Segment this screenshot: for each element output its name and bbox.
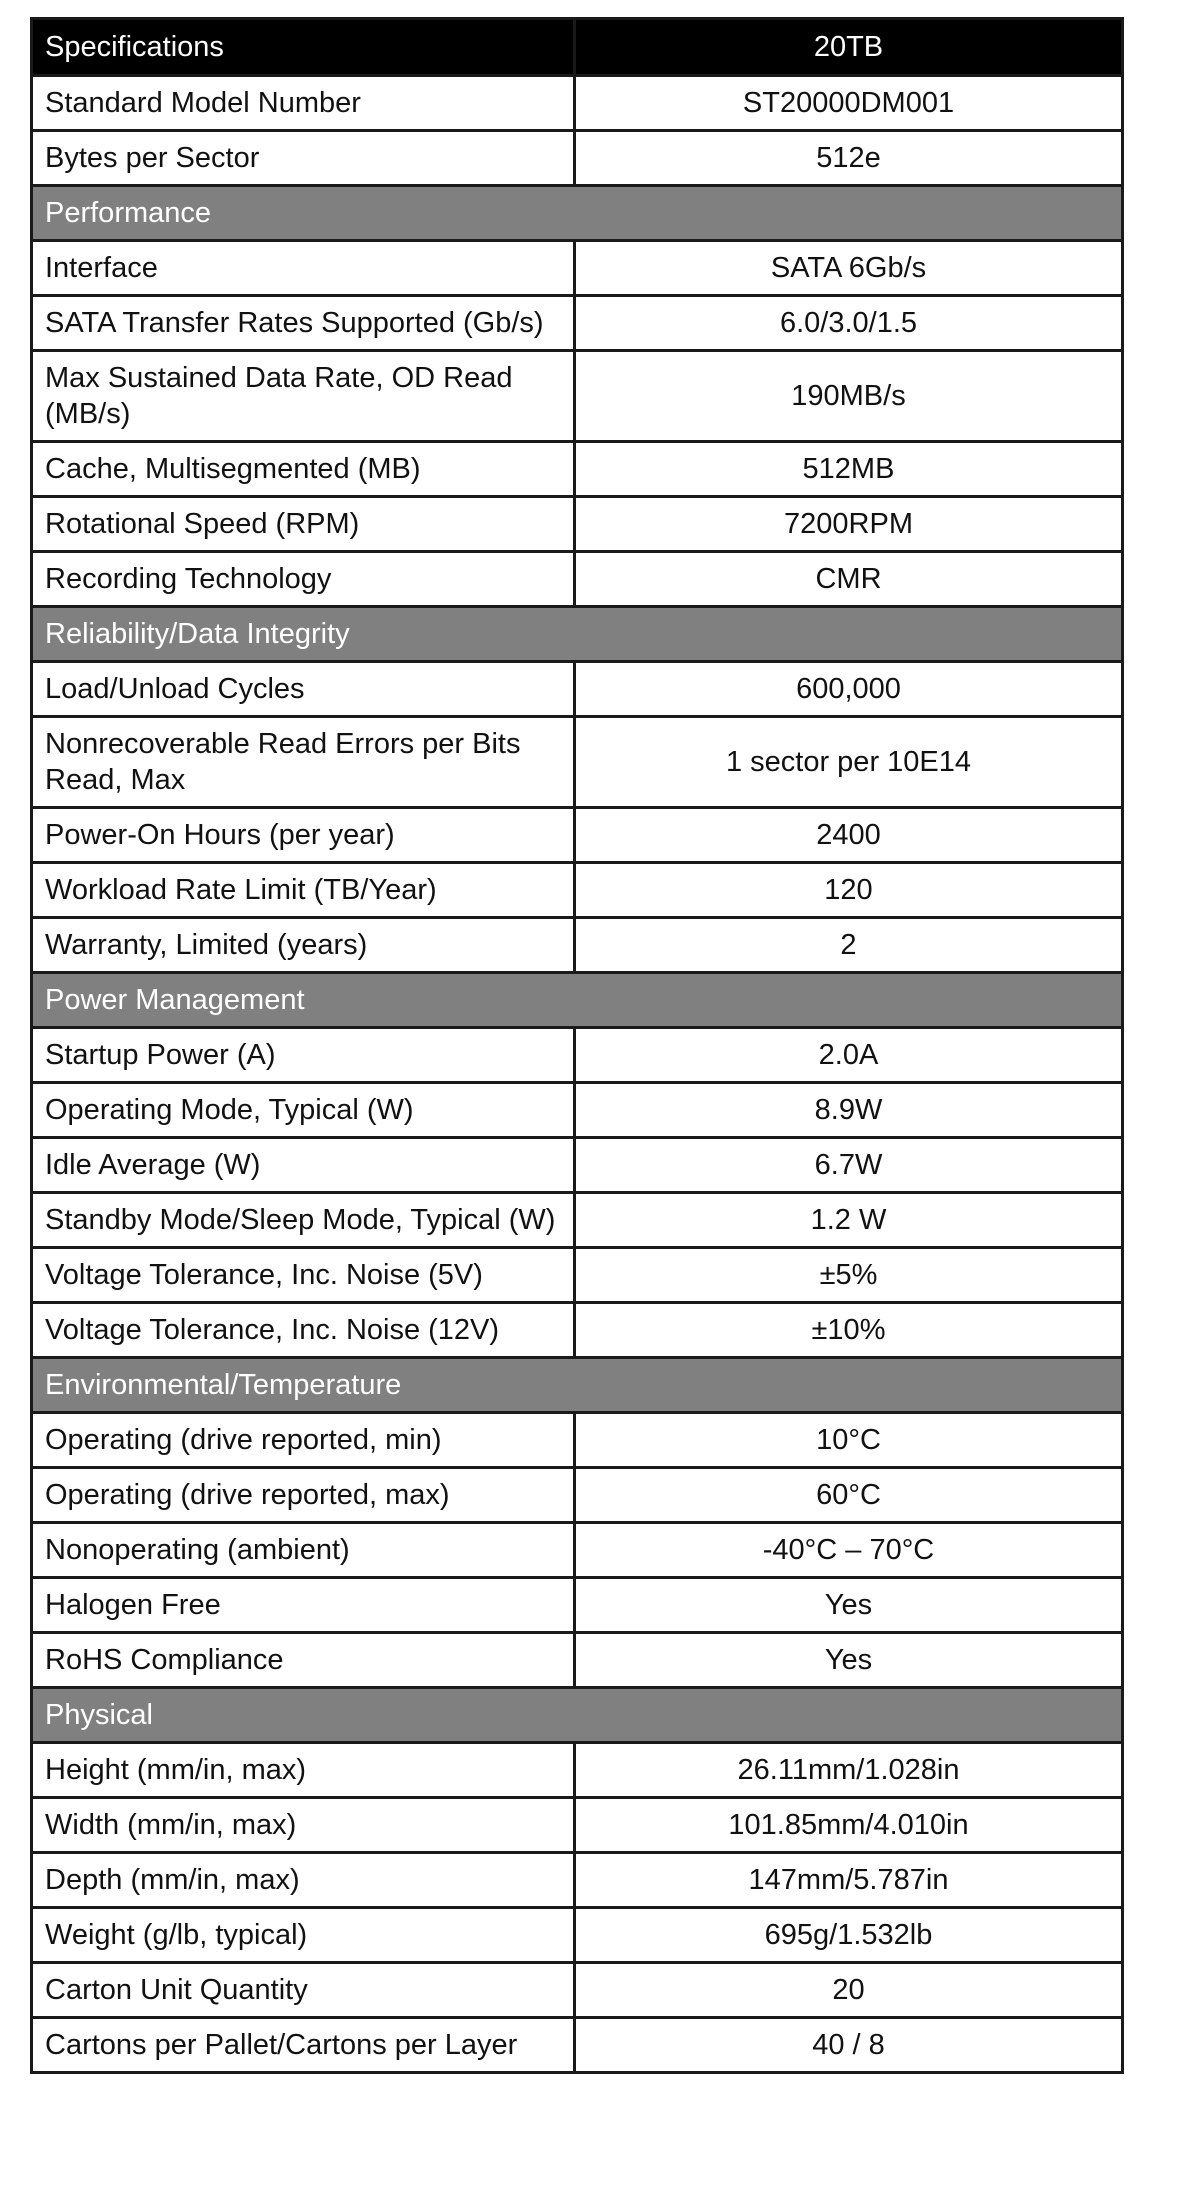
section-title: Physical xyxy=(32,1688,1123,1743)
spec-label: Carton Unit Quantity xyxy=(32,1963,575,2018)
header-capacity: 20TB xyxy=(575,19,1123,76)
spec-label: Width (mm/in, max) xyxy=(32,1798,575,1853)
table-row xyxy=(32,1303,1123,1358)
spec-value: 1.2 W xyxy=(575,1193,1123,1248)
spec-label: Halogen Free xyxy=(32,1578,575,1633)
spec-label: Cartons per Pallet/Cartons per Layer xyxy=(32,2018,575,2073)
spec-label: Recording Technology xyxy=(32,552,575,607)
table-row xyxy=(32,717,1123,808)
spec-value: 6.7W xyxy=(575,1138,1123,1193)
spec-value: 8.9W xyxy=(575,1083,1123,1138)
spec-label: Height (mm/in, max) xyxy=(32,1743,575,1798)
spec-label: Nonoperating (ambient) xyxy=(32,1523,575,1578)
spec-value: 512MB xyxy=(575,442,1123,497)
spec-value: 190MB/s xyxy=(575,351,1123,442)
spec-label: Workload Rate Limit (TB/Year) xyxy=(32,863,575,918)
spec-label: Standard Model Number xyxy=(32,76,575,131)
spec-value: 6.0/3.0/1.5 xyxy=(575,296,1123,351)
table-row xyxy=(32,296,1123,351)
spec-value: -40°C – 70°C xyxy=(575,1523,1123,1578)
spec-value: 101.85mm/4.010in xyxy=(575,1798,1123,1853)
table-row xyxy=(32,1193,1123,1248)
spec-value: 60°C xyxy=(575,1468,1123,1523)
spec-label: Voltage Tolerance, Inc. Noise (12V) xyxy=(32,1303,575,1358)
spec-label: Operating (drive reported, max) xyxy=(32,1468,575,1523)
table-row xyxy=(32,662,1123,717)
spec-value: 7200RPM xyxy=(575,497,1123,552)
spec-label: Power-On Hours (per year) xyxy=(32,808,575,863)
table-row xyxy=(32,1138,1123,1193)
table-row xyxy=(32,1633,1123,1688)
section-title: Performance xyxy=(32,186,1123,241)
table-row xyxy=(32,1468,1123,1523)
spec-label: Bytes per Sector xyxy=(32,131,575,186)
header-label: Specifications xyxy=(32,19,575,76)
spec-value: 2 xyxy=(575,918,1123,973)
table-row xyxy=(32,1853,1123,1908)
section-header-row xyxy=(32,973,1123,1028)
spec-label: Depth (mm/in, max) xyxy=(32,1853,575,1908)
section-header-row xyxy=(32,607,1123,662)
spec-label: Cache, Multisegmented (MB) xyxy=(32,442,575,497)
spec-value: 20 xyxy=(575,1963,1123,2018)
spec-label: Max Sustained Data Rate, OD Read (MB/s) xyxy=(32,351,575,442)
spec-label: Operating Mode, Typical (W) xyxy=(32,1083,575,1138)
section-title: Reliability/Data Integrity xyxy=(32,607,1123,662)
table-row xyxy=(32,442,1123,497)
table-row xyxy=(32,76,1123,131)
section-header-row xyxy=(32,1358,1123,1413)
spec-value: Yes xyxy=(575,1578,1123,1633)
spec-value: 2.0A xyxy=(575,1028,1123,1083)
spec-label: Startup Power (A) xyxy=(32,1028,575,1083)
spec-label: Weight (g/lb, typical) xyxy=(32,1908,575,1963)
table-row xyxy=(32,1523,1123,1578)
spec-value: ST20000DM001 xyxy=(575,76,1123,131)
table-row xyxy=(32,1798,1123,1853)
spec-value: 147mm/5.787in xyxy=(575,1853,1123,1908)
table-row xyxy=(32,2018,1123,2073)
table-row xyxy=(32,552,1123,607)
table-row xyxy=(32,1413,1123,1468)
table-row xyxy=(32,1028,1123,1083)
spec-label: Standby Mode/Sleep Mode, Typical (W) xyxy=(32,1193,575,1248)
table-row xyxy=(32,1743,1123,1798)
table-row xyxy=(32,863,1123,918)
spec-label: Rotational Speed (RPM) xyxy=(32,497,575,552)
spec-label: Operating (drive reported, min) xyxy=(32,1413,575,1468)
spec-value: 40 / 8 xyxy=(575,2018,1123,2073)
spec-label: Warranty, Limited (years) xyxy=(32,918,575,973)
section-header-row xyxy=(32,186,1123,241)
spec-label: SATA Transfer Rates Supported (Gb/s) xyxy=(32,296,575,351)
spec-value: Yes xyxy=(575,1633,1123,1688)
table-row xyxy=(32,1083,1123,1138)
specifications-table-body xyxy=(32,19,1123,2073)
spec-label: Idle Average (W) xyxy=(32,1138,575,1193)
table-row xyxy=(32,241,1123,296)
section-title: Power Management xyxy=(32,973,1123,1028)
specifications-table xyxy=(30,17,1124,2074)
spec-value: 120 xyxy=(575,863,1123,918)
table-row xyxy=(32,497,1123,552)
table-row xyxy=(32,1578,1123,1633)
section-title: Environmental/Temperature xyxy=(32,1358,1123,1413)
spec-value: ±10% xyxy=(575,1303,1123,1358)
table-row xyxy=(32,1908,1123,1963)
spec-label: Voltage Tolerance, Inc. Noise (5V) xyxy=(32,1248,575,1303)
spec-value: 26.11mm/1.028in xyxy=(575,1743,1123,1798)
table-row xyxy=(32,1248,1123,1303)
spec-value: ±5% xyxy=(575,1248,1123,1303)
table-row xyxy=(32,1963,1123,2018)
spec-value: 512e xyxy=(575,131,1123,186)
spec-value: CMR xyxy=(575,552,1123,607)
section-header-row xyxy=(32,1688,1123,1743)
spec-value: SATA 6Gb/s xyxy=(575,241,1123,296)
spec-label: Nonrecoverable Read Errors per Bits Read, Max xyxy=(32,717,575,808)
spec-label: Load/Unload Cycles xyxy=(32,662,575,717)
table-row xyxy=(32,131,1123,186)
table-row xyxy=(32,351,1123,442)
table-row xyxy=(32,808,1123,863)
spec-value: 2400 xyxy=(575,808,1123,863)
spec-value: 10°C xyxy=(575,1413,1123,1468)
spec-value: 600,000 xyxy=(575,662,1123,717)
table-header-row xyxy=(32,19,1123,76)
spec-value: 695g/1.532lb xyxy=(575,1908,1123,1963)
spec-label: RoHS Compliance xyxy=(32,1633,575,1688)
table-row xyxy=(32,918,1123,973)
spec-value: 1 sector per 10E14 xyxy=(575,717,1123,808)
spec-label: Interface xyxy=(32,241,575,296)
